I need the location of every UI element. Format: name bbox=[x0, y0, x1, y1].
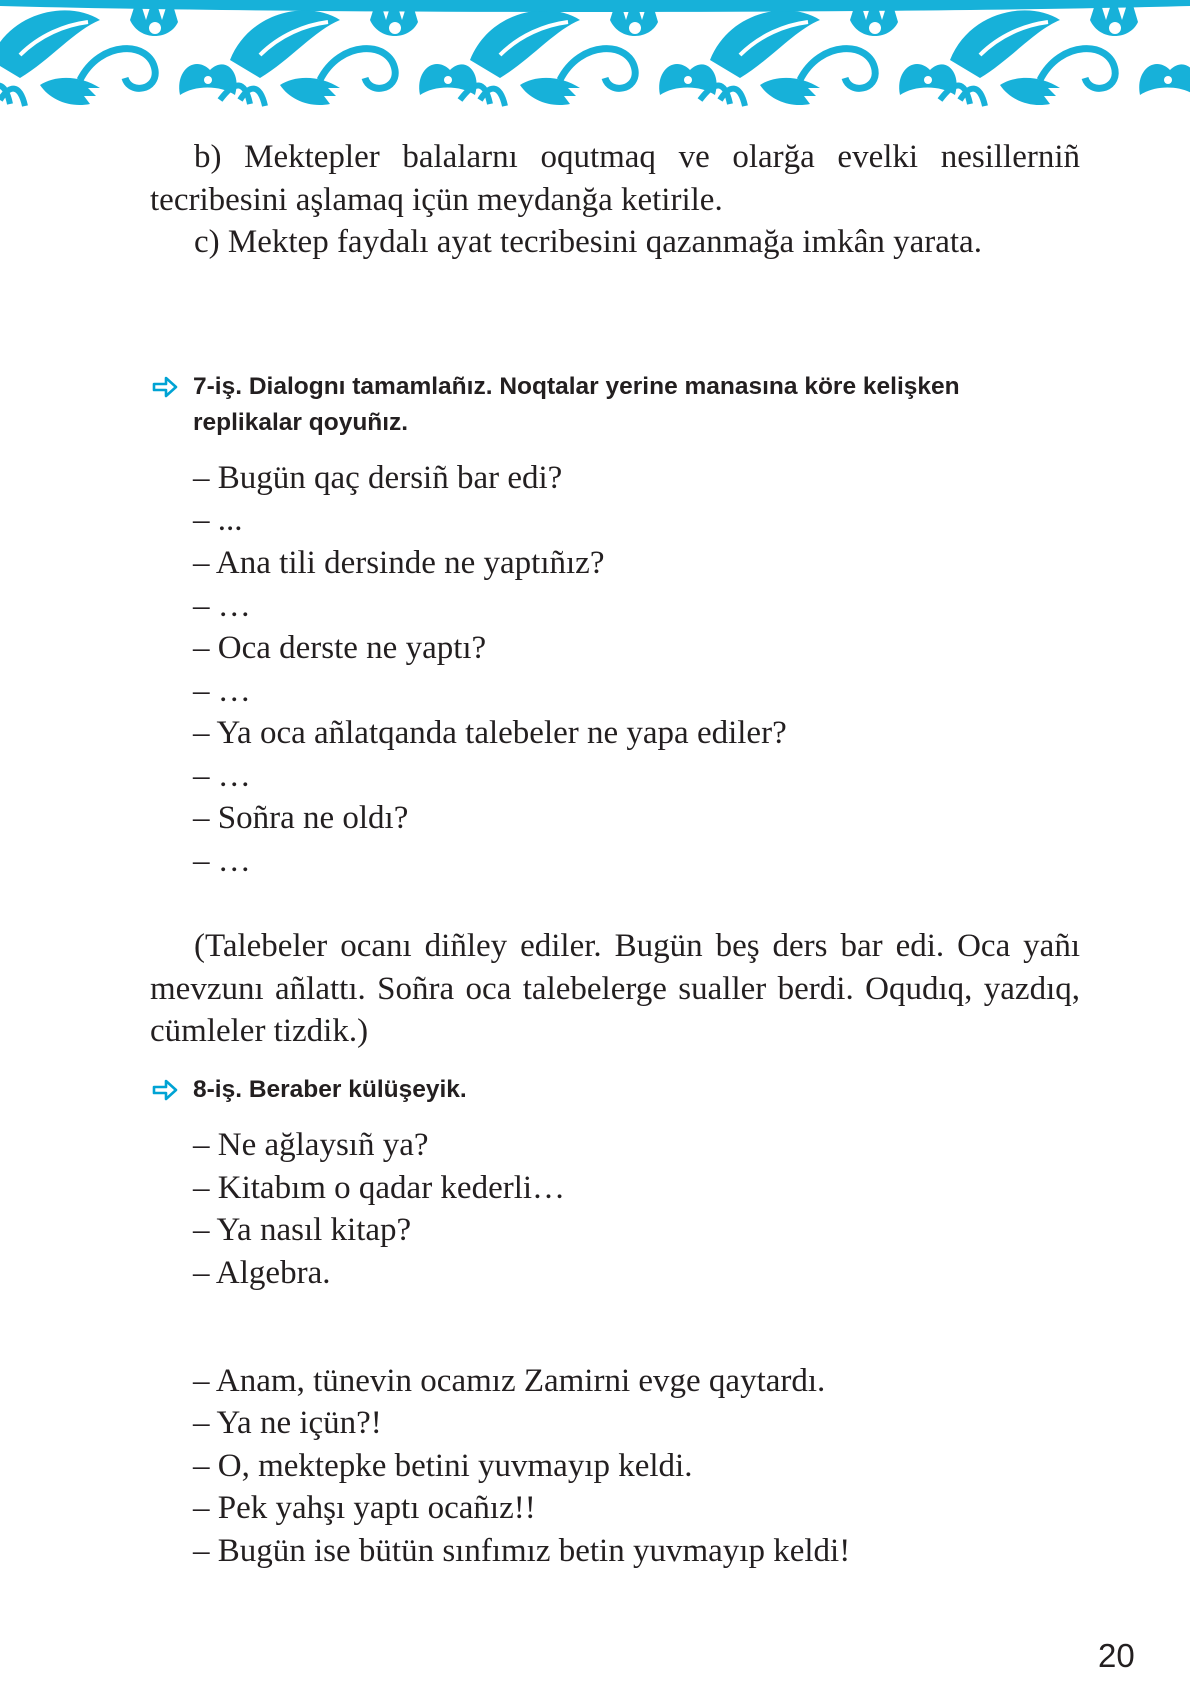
joke-2-line: – Anam, tünevin ocamız Zamirni evge qaytardı. bbox=[193, 1363, 826, 1399]
paragraph-b-text: b) Mektepler balalarnı oqutmaq ve olarğa evelki nesillerniñ tecribesini aşlamaq içün meydanğa ketirile. bbox=[150, 139, 1080, 218]
task-8-title: 8-iş. Beraber külüşeyik. bbox=[193, 1076, 467, 1103]
joke-2-line: – Pek yahşı yaptı ocañız!! bbox=[193, 1490, 536, 1526]
joke-1-line: – Ne ağlaysıñ ya? bbox=[193, 1127, 429, 1163]
paragraph-b bbox=[150, 136, 1080, 221]
arrow-right-outline-icon bbox=[152, 376, 178, 398]
dialog-line: – ... bbox=[193, 502, 243, 538]
dialog-line: – Ya oca añlatqanda talebeler ne yapa ediler? bbox=[193, 715, 787, 751]
floral-ornament-border bbox=[0, 0, 1190, 110]
paragraph-c bbox=[150, 221, 1080, 264]
task-7-hint bbox=[150, 925, 1080, 1053]
page-number: 20 bbox=[1098, 1637, 1135, 1674]
arrow-right-outline-icon bbox=[152, 1079, 178, 1101]
joke-2-line: – Bugün ise bütün sınfımız betin yuvmayıp keldi! bbox=[193, 1533, 851, 1569]
dialog-line: – … bbox=[193, 843, 251, 879]
dialog-line: – … bbox=[193, 588, 251, 624]
joke-1-line: – Ya nasıl kitap? bbox=[193, 1212, 412, 1248]
task-7-hint-text: (Talebeler ocanı diñley ediler. Bugün beş ders bar edi. Oca yañı mevzunı añlattı. Soñra oca talebelerge sualler berdi. Oqudıq, yazdıq, cümleler tizdik.) bbox=[150, 928, 1080, 1049]
dialog-line: – Ana tili dersinde ne yaptıñız? bbox=[193, 545, 605, 581]
dialog-line: – … bbox=[193, 758, 251, 794]
joke-1-line: – Kitabım o qadar kederli… bbox=[193, 1170, 566, 1206]
dialog-line: – … bbox=[193, 673, 251, 709]
dialog-line: – Soñra ne oldı? bbox=[193, 800, 409, 836]
dialog-line: – Oca derste ne yaptı? bbox=[193, 630, 487, 666]
joke-2-line: – O, mektepke betini yuvmayıp keldi. bbox=[193, 1448, 693, 1484]
joke-2-line: – Ya ne içün?! bbox=[193, 1405, 382, 1441]
task-7-title: 7-iş. Dialognı tamamlañız. Noqtalar yerine manasına köre kelişken replikalar qoyuñız. bbox=[193, 373, 960, 436]
joke-1-line: – Algebra. bbox=[193, 1255, 331, 1291]
paragraph-c-text: c) Mektep faydalı ayat tecribesini qazanmağa imkân yarata. bbox=[194, 224, 982, 260]
dialog-line: – Bugün qaç dersiñ bar edi? bbox=[193, 460, 563, 496]
